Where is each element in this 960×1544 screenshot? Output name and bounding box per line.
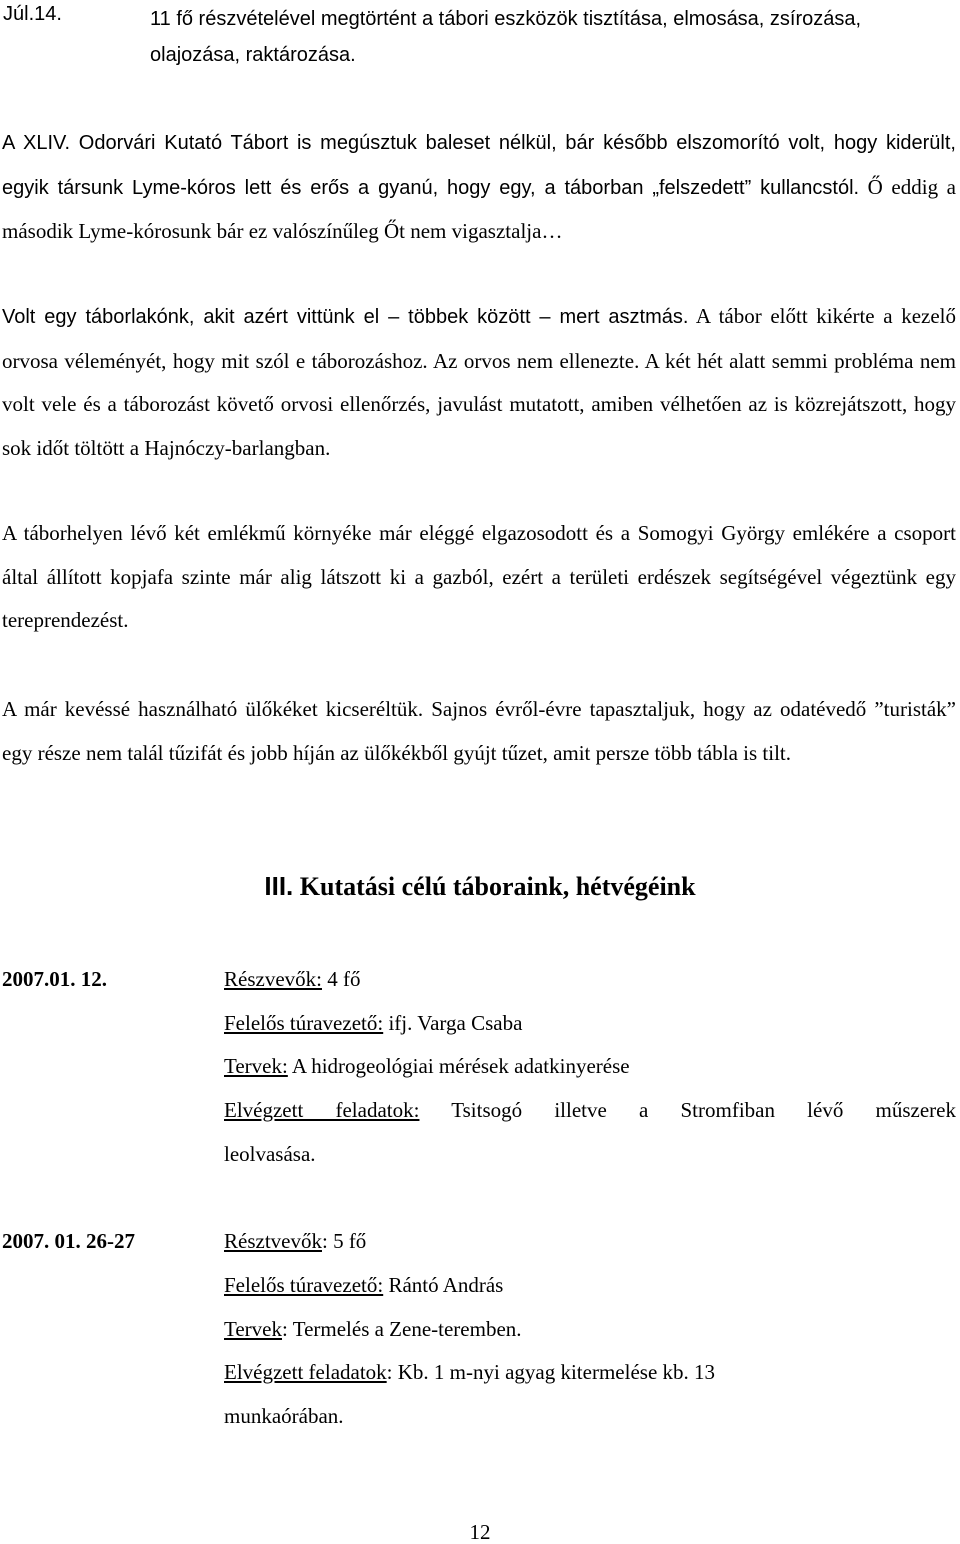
entry-plans [224, 1314, 956, 1344]
section-number: III. [264, 871, 294, 901]
entry-participants [224, 964, 956, 994]
tasks-label: Elvégzett feladatok: [224, 1098, 420, 1122]
entry-leader [224, 1008, 956, 1038]
entry-date: 2007.01. 12. [2, 967, 107, 991]
participants-value: : 5 fő [321, 1229, 367, 1253]
leader-label: Felelős túravezető: [224, 1273, 384, 1297]
entry-tasks [224, 1095, 956, 1125]
paragraph-text: A XLIV. Odorvári Kutató Tábort is megúsztuk baleset nélkül, bár később elszomorító volt, hogy kiderült, egyik társunk Lyme-kóros lett és erős a gyanú, hogy egy, a táborban „felszedett” kullancstól. [2, 132, 956, 199]
entry-tasks [224, 1357, 956, 1387]
participants-value: 4 fő [321, 967, 361, 991]
paragraph-text: A tábor előtt kikérte a kezelő orvosa véleményét, hogy mit szól e táborozáshoz. Az orvos nem ellenezte. A két hét alatt semmi probléma nem volt vele és a táborozást követő orvosi ellenőrzés, javulást mutatott, amiben vélhetően az is közrejátszott, hogy sok időt töltött a Hajnóczy-barlangban. [2, 304, 956, 460]
tasks-value: Tsitsogó illetve a Stromfiban lévő műszerek [419, 1098, 956, 1122]
participants-label: Részvevők: [224, 967, 322, 991]
plans-label: Tervek: [224, 1054, 288, 1078]
entry-date-jul14: Júl.14. [3, 3, 62, 25]
entry-text-line: 11 fő részvételével megtörtént a tábori eszközök tisztítása, elmosása, zsírozása, [150, 8, 862, 30]
leader-label: Felelős túravezető: [224, 1011, 384, 1035]
paragraph-odorvari-camp [2, 121, 956, 254]
leader-value: ifj. Varga Csaba [383, 1011, 523, 1035]
paragraph-text: A táborhelyen lévő két emlékmű környéke már eléggé elgazosodott és a Somogyi György emlékére a csoport által állított kopjafa szinte már alig látszott ki a gazból, ezért a területi erdészek segítségével végeztünk egy tereprendezést. [2, 521, 956, 632]
entry-text-line: olajozása, raktározása. [150, 44, 356, 66]
plans-value: : Termelés a Zene-teremben. [282, 1317, 522, 1341]
page-number: 12 [469, 1520, 491, 1544]
entry-plans [224, 1051, 956, 1081]
leader-value: Rántó András [383, 1273, 504, 1297]
paragraph-text: Volt egy táborlakónk, akit azért vittünk el – többek között – mert asztmás. [2, 306, 689, 328]
tasks-label: Elvégzett feladatok [224, 1360, 387, 1384]
participants-label: Résztvevők [224, 1229, 322, 1253]
plans-value: A hidrogeológiai mérések adatkinyerése [287, 1054, 630, 1078]
paragraph-memorials [2, 512, 956, 643]
section-title: Kutatási célú táboraink, hétvégéink [293, 872, 696, 901]
paragraph-benches [2, 688, 956, 775]
plans-label: Tervek [224, 1317, 282, 1341]
paragraph-text: A már kevéssé használható ülőkéket kicseréltük. [2, 697, 424, 721]
entry-participants [224, 1226, 956, 1256]
section-heading [0, 868, 960, 905]
paragraph-asthma-camper [2, 295, 956, 470]
entry-date: 2007. 01. 26-27 [2, 1229, 135, 1253]
paragraph-text: Sajnos évről-évre tapasztaljuk, hogy az odatévedő ”turisták” egy része nem talál tűzifát és jobb híján az ülőkékből gyújt tűzet, amit persze több tábla is tilt. [2, 697, 956, 765]
entry-tasks-continued: leolvasása. [224, 1142, 316, 1166]
entry-text-jul14 [150, 1, 940, 73]
entry-tasks-continued: munkaórában. [224, 1404, 344, 1428]
tasks-value: : Kb. 1 m-nyi agyag kitermelése kb. 13 [386, 1360, 716, 1384]
entry-leader [224, 1270, 956, 1300]
paragraph-text: Ő eddig a második Lyme-kórosunk bár ez valószínűleg Őt nem vigasztalja… [2, 174, 956, 243]
